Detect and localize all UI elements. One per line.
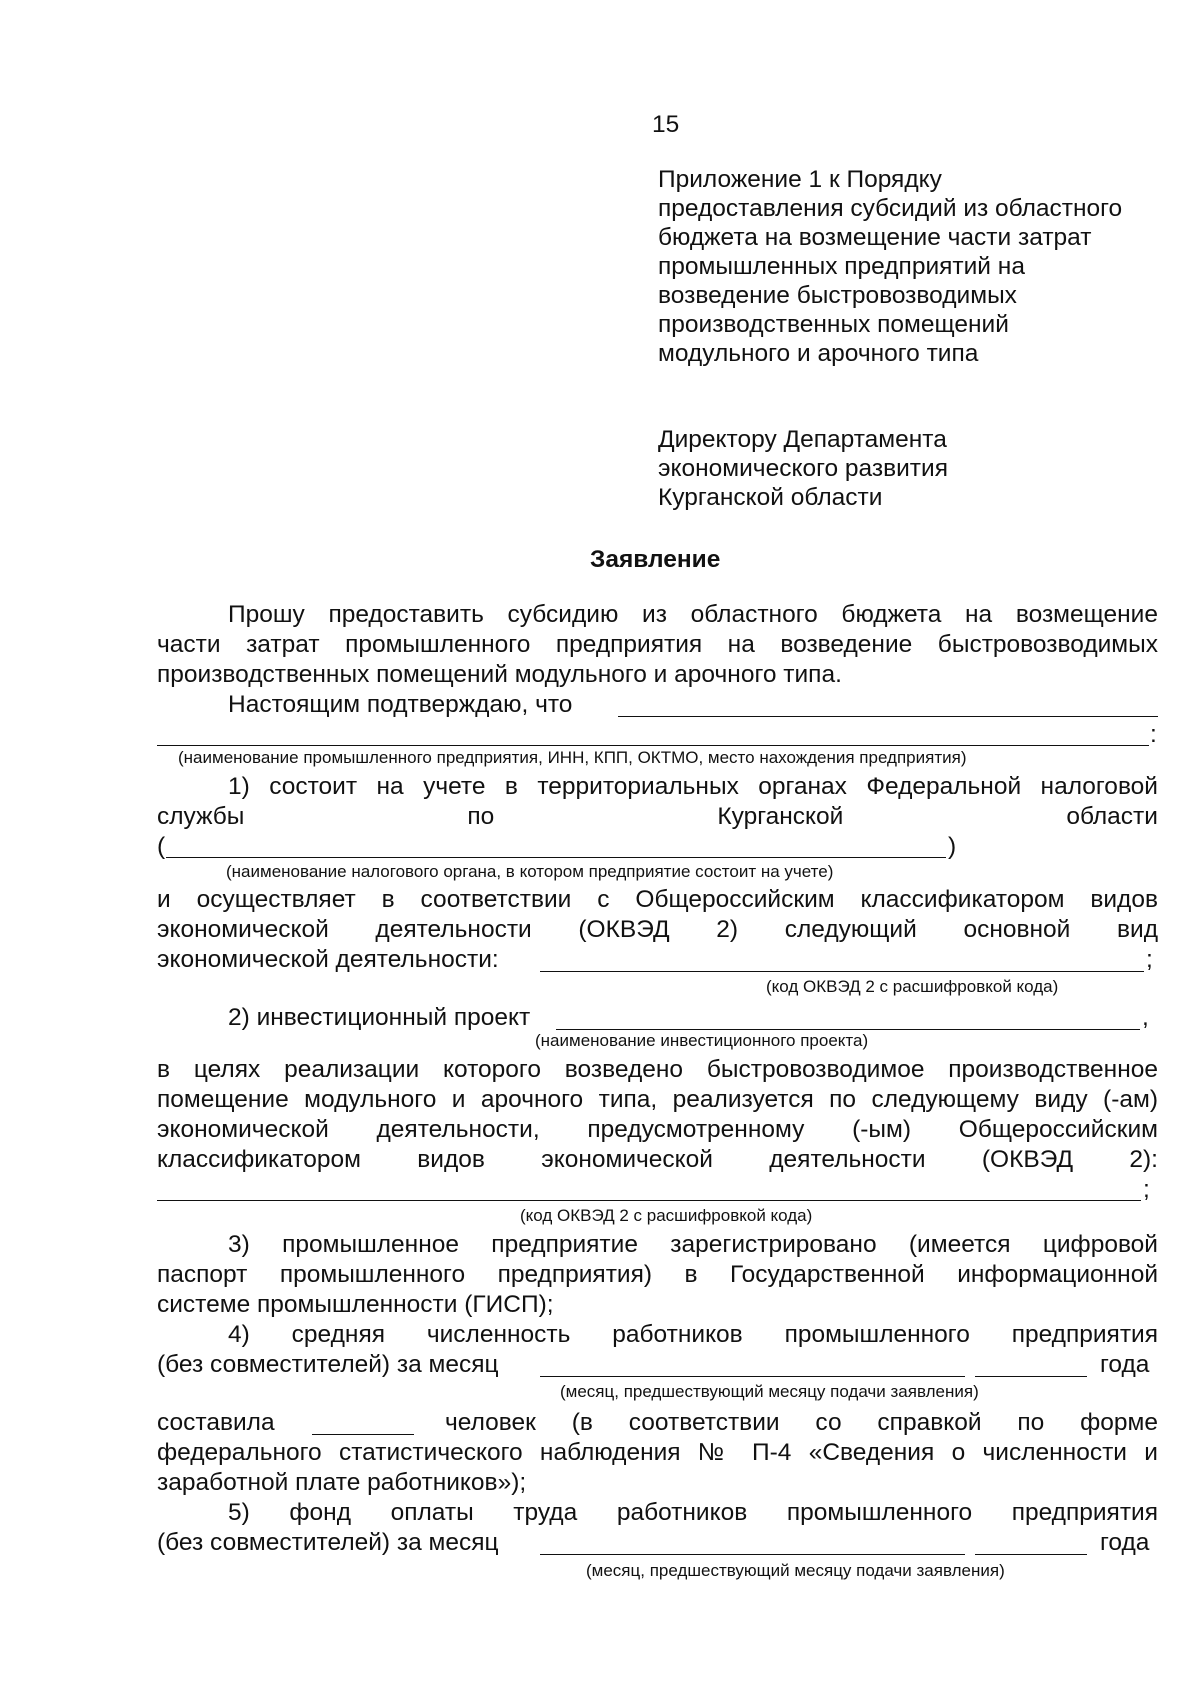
- request-line: производственных помещений модульного и арочного типа.: [157, 661, 842, 688]
- year-word: года: [1100, 1351, 1150, 1378]
- item1-line: и осуществляет в соответствии с Общероссийским классификатором видов: [157, 886, 1158, 913]
- item2-line: помещение модульного и арочного типа, реализуется по следующему виду (-ам): [157, 1086, 1158, 1113]
- document-title: Заявление: [590, 546, 721, 573]
- addressee-line: Курганской области: [658, 484, 883, 511]
- appendix-line: производственных помещений: [658, 311, 1009, 338]
- item2-line: экономической деятельности, предусмотренному (-ым) Общероссийским: [157, 1116, 1158, 1143]
- semicolon: ;: [1143, 1176, 1150, 1203]
- word: службы: [157, 803, 245, 830]
- colon: :: [1150, 721, 1157, 748]
- word: по: [467, 803, 495, 830]
- appendix-line: промышленных предприятий на: [658, 253, 1025, 280]
- addressee-line: Директору Департамента: [658, 426, 947, 453]
- addressee: [658, 425, 948, 512]
- item4-line: составила: [157, 1409, 275, 1436]
- month-field-line[interactable]: [540, 1376, 965, 1377]
- item3-line: системе промышленности (ГИСП);: [157, 1291, 554, 1318]
- request-line: Прошу предоставить субсидию из областного бюджета на возмещение: [228, 601, 1158, 628]
- item4-line: федерального статистического наблюдения № П-4 «Сведения о численности и: [157, 1439, 1158, 1466]
- item1-line2: [157, 802, 1158, 831]
- okved-caption: (код ОКВЭД 2 с расшифровкой кода): [766, 977, 1059, 996]
- year-field-line[interactable]: [975, 1554, 1087, 1555]
- appendix-line: модульного и арочного типа: [658, 340, 979, 367]
- tax-caption: (наименование налогового органа, в котором предприятие состоит на учете): [226, 862, 834, 881]
- request-line: части затрат промышленного предприятия на возведение быстровозводимых: [157, 631, 1158, 658]
- page-number: 15: [652, 111, 680, 138]
- enterprise-field-line-2[interactable]: [157, 745, 1149, 746]
- okved-project-field-line[interactable]: [157, 1200, 1141, 1201]
- project-caption: (наименование инвестиционного проекта): [535, 1031, 869, 1050]
- word: Курганской: [717, 803, 844, 830]
- addressee-line: экономического развития: [658, 455, 948, 482]
- okved-caption: (код ОКВЭД 2 с расшифровкой кода): [520, 1206, 813, 1225]
- close-paren: ): [948, 833, 957, 860]
- okved-main-field-line[interactable]: [540, 971, 1144, 972]
- open-paren: (: [157, 833, 166, 860]
- item3-line: паспорт промышленного предприятия) в Государственной информационной: [157, 1261, 1158, 1288]
- word: области: [1066, 803, 1158, 830]
- month-field-line[interactable]: [540, 1554, 965, 1555]
- item2-line: классификатором видов экономической деятельности (ОКВЭД 2):: [157, 1146, 1158, 1173]
- project-field-line[interactable]: [556, 1029, 1140, 1030]
- item4-line: (без совместителей) за месяц: [157, 1351, 499, 1378]
- item2-label: 2) инвестиционный проект: [228, 1004, 531, 1031]
- enterprise-caption: (наименование промышленного предприятия, ИНН, КПП, ОКТМО, место нахождения предприятия): [178, 748, 967, 767]
- confirm-text: Настоящим подтверждаю, что: [228, 691, 573, 718]
- item4-line: заработной плате работников»);: [157, 1469, 527, 1496]
- appendix-line: бюджета на возмещение части затрат: [658, 224, 1092, 251]
- item1-line: экономической деятельности:: [157, 946, 499, 973]
- appendix-line: возведение быстровозводимых: [658, 282, 1017, 309]
- item3-line: 3) промышленное предприятие зарегистрировано (имеется цифровой: [228, 1231, 1158, 1258]
- month-caption: (месяц, предшествующий месяцу подачи заявления): [586, 1561, 1005, 1580]
- year-field-line[interactable]: [975, 1376, 1087, 1377]
- appendix-line: предоставления субсидий из областного: [658, 195, 1123, 222]
- item4-line: 4) средняя численность работников промышленного предприятия: [228, 1321, 1158, 1348]
- item5-line: (без совместителей) за месяц: [157, 1529, 499, 1556]
- headcount-field-line[interactable]: [312, 1434, 414, 1435]
- enterprise-field-line[interactable]: [618, 716, 1158, 717]
- item2-line: в целях реализации которого возведено быстровозводимое производственное: [157, 1056, 1158, 1083]
- semicolon: ;: [1146, 946, 1153, 973]
- item5-line: 5) фонд оплаты труда работников промышленного предприятия: [228, 1499, 1158, 1526]
- month-caption: (месяц, предшествующий месяцу подачи заявления): [560, 1382, 979, 1401]
- year-word: года: [1100, 1529, 1150, 1556]
- appendix-line: Приложение 1 к Порядку: [658, 166, 942, 193]
- tax-authority-field-line[interactable]: [166, 857, 946, 858]
- item4-line: человек (в соответствии со справкой по форме: [445, 1409, 1158, 1436]
- item1-line: 1) состоит на учете в территориальных органах Федеральной налоговой: [228, 773, 1158, 800]
- appendix-reference: [658, 165, 1122, 368]
- comma: ,: [1142, 1004, 1149, 1031]
- item1-line: экономической деятельности (ОКВЭД 2) следующий основной вид: [157, 916, 1158, 943]
